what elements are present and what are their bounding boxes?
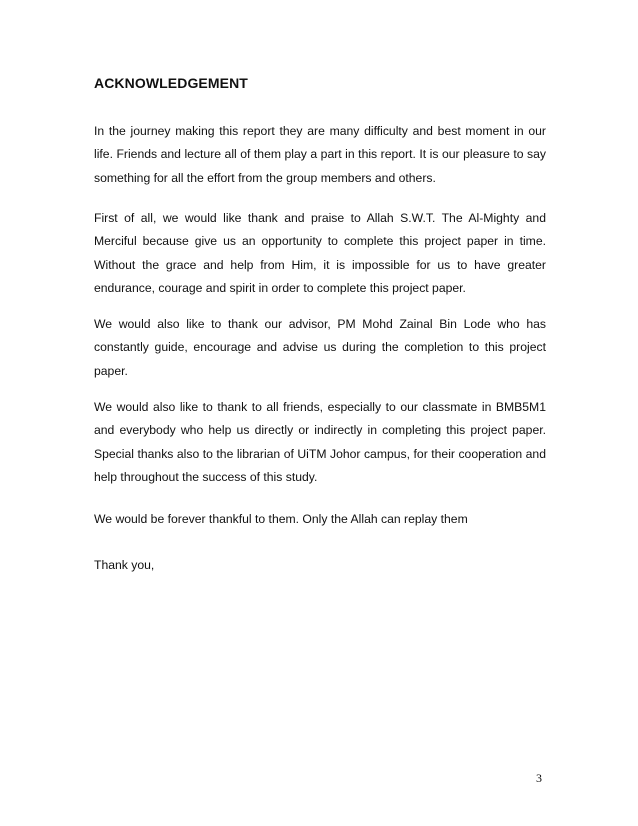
paragraph-advisor: We would also like to thank our advisor, PM Mohd Zainal Bin Lode who has constantly guide, encourage and advise us during the completion to this project paper. xyxy=(94,317,546,378)
paragraph-intro: In the journey making this report they are many difficulty and best moment in our life. Friends and lecture all of them play a part in this report. It is our pleasure to say something for all the effort from the group members and others. xyxy=(94,124,546,185)
paragraph-friends: We would also like to thank to all friends, especially to our classmate in BMB5M1 and everybody who help us directly or indirectly in completing this project paper. Special thanks also to the librarian of UiTM Johor campus, for their cooperation and help throughout the success of this study. xyxy=(94,400,546,485)
paragraph-thankful: We would be forever thankful to them. Only the Allah can replay them xyxy=(94,512,468,526)
page-title: ACKNOWLEDGEMENT xyxy=(94,75,248,91)
page-number: 3 xyxy=(536,771,542,785)
paragraph-praise: First of all, we would like thank and praise to Allah S.W.T. The Al-Mighty and Merciful because give us an opportunity to complete this project paper in time. Without the grace and help from Him, it is impossible for us to have greater endurance, courage and spirit in order to complete this project paper. xyxy=(94,211,546,296)
paragraph-closing: Thank you, xyxy=(94,558,155,572)
